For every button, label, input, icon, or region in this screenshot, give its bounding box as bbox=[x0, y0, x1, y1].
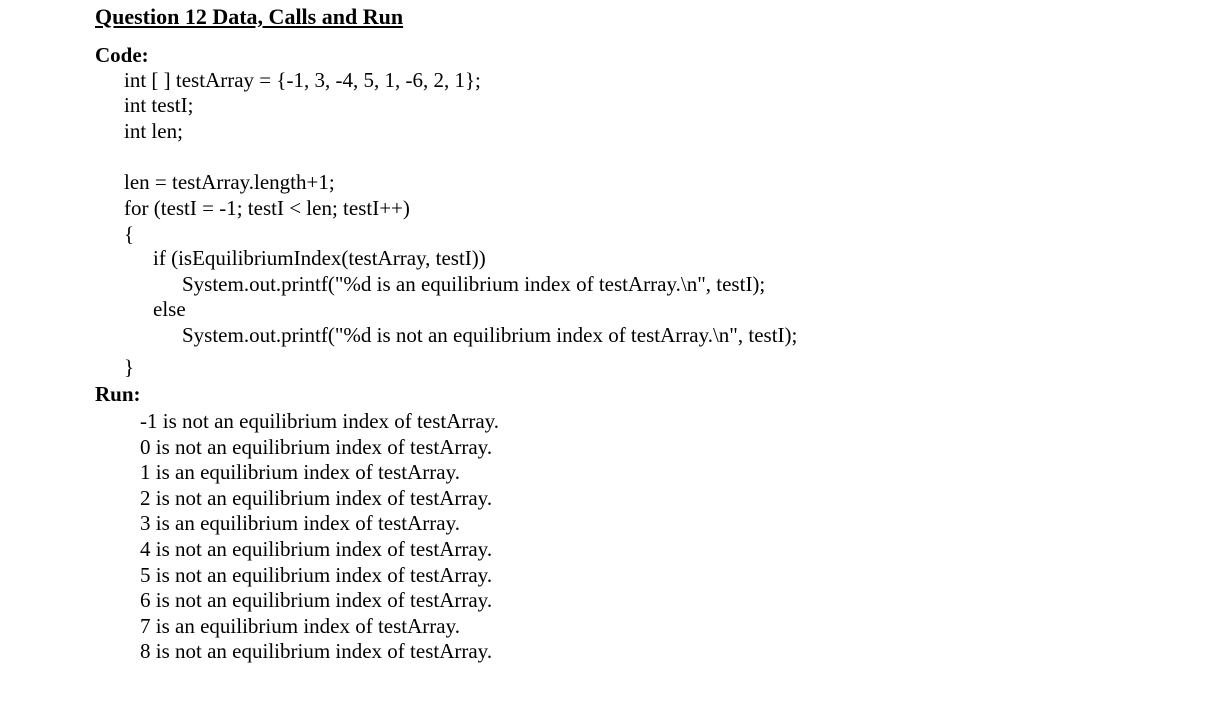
run-output-line: 5 is not an equilibrium index of testArray. bbox=[140, 562, 493, 587]
code-line: len = testArray.length+1; bbox=[124, 170, 335, 194]
code-line: System.out.printf("%d is not an equilibrium index of testArray.\n", testI); bbox=[182, 323, 798, 347]
code-line: for (testI = -1; testI < len; testI++) bbox=[124, 196, 410, 220]
code-line: if (isEquilibriumIndex(testArray, testI)) bbox=[153, 246, 486, 270]
page-title: Question 12 Data, Calls and Run bbox=[95, 4, 404, 29]
run-output bbox=[140, 409, 499, 665]
code-line: } bbox=[124, 355, 135, 379]
code-line: { bbox=[124, 222, 135, 246]
run-output-line: 7 is an equilibrium index of testArray. bbox=[140, 613, 460, 638]
code-line: int [ ] testArray = {-1, 3, -4, 5, 1, -6, 2, 1}; bbox=[124, 68, 481, 92]
run-output-line: 0 is not an equilibrium index of testArray. bbox=[140, 434, 493, 459]
run-output-line: -1 is not an equilibrium index of testArray. bbox=[140, 409, 500, 433]
run-output-line: 8 is not an equilibrium index of testArray. bbox=[140, 639, 493, 664]
code-line: int testI; bbox=[124, 93, 194, 117]
code-line: System.out.printf("%d is an equilibrium index of testArray.\n", testI); bbox=[182, 272, 766, 296]
run-label: Run: bbox=[95, 382, 141, 406]
run-output-line: 2 is not an equilibrium index of testArray. bbox=[140, 485, 493, 510]
run-output-line: 6 is not an equilibrium index of testArray. bbox=[140, 588, 493, 613]
run-output-line: 3 is an equilibrium index of testArray. bbox=[140, 511, 460, 536]
run-output-line: 1 is an equilibrium index of testArray. bbox=[140, 460, 460, 485]
code-line: else bbox=[153, 297, 186, 321]
code-label: Code: bbox=[95, 43, 149, 67]
code-line: int len; bbox=[124, 119, 183, 143]
run-output-line: 4 is not an equilibrium index of testArray. bbox=[140, 536, 493, 561]
